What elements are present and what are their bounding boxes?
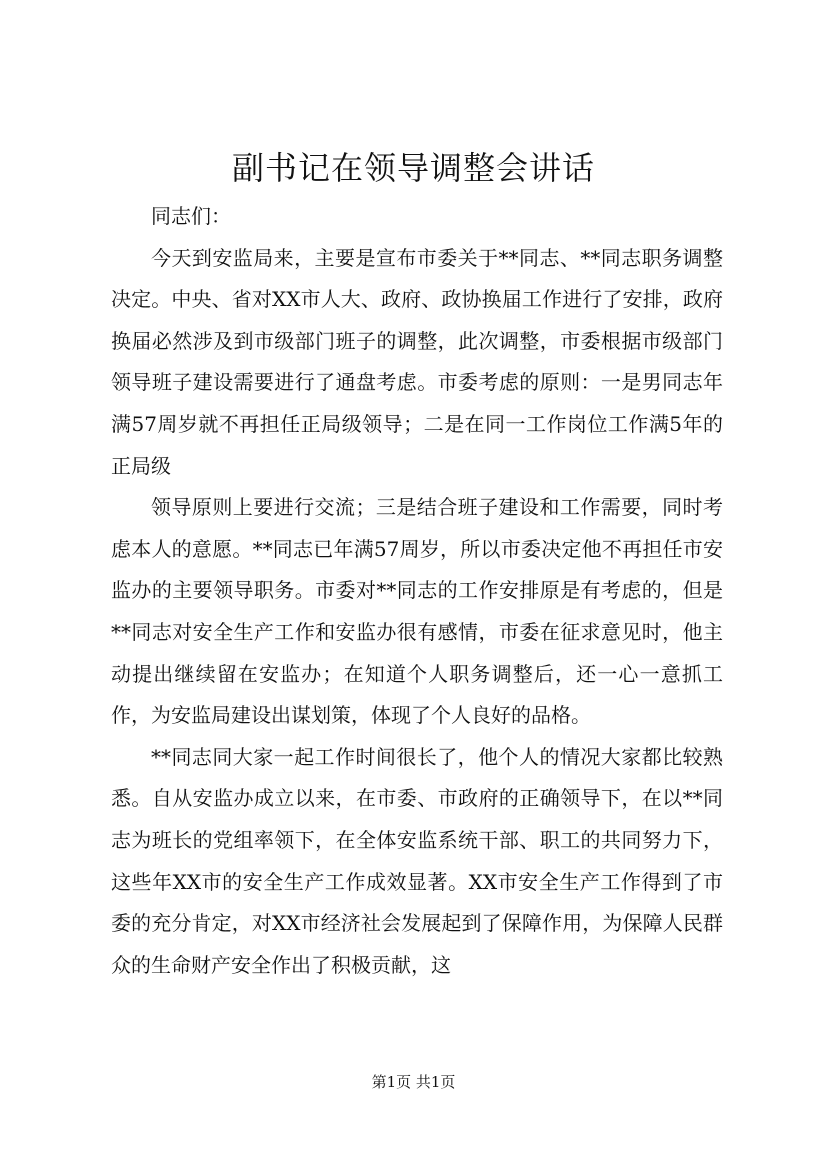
document-title: 副书记在领导调整会讲话 xyxy=(231,149,595,187)
paragraph-2: 领导原则上要进行交流；三是结合班子建设和工作需要，同时考虑本人的意愿。**同志已年满57周岁，所以市委决定他不再担任市安监办的主要领导职务。市委对**同志的工作安排原是有考虑的，但是**同志对安全生产工作和安监办很有感情，市委在征求意见时，他主动提出继续留在安监办；在知道个人职务调整后，还一心一意抓工作，为安监局建设出谋划策，体现了个人良好的品格。 xyxy=(111,495,723,728)
paragraph-salutation: 同志们： xyxy=(151,204,231,228)
document-body xyxy=(111,196,723,986)
paragraph-3: **同志同大家一起工作时间很长了，他个人的情况大家都比较熟悉。自从安监办成立以来，在市委、市政府的正确领导下，在以**同志为班长的党组率领下，在全体安监系统干部、职工的共同努力下，这些年XX市的安全生产工作成效显著。XX市安全生产工作得到了市委的充分肯定，对XX市经济社会发展起到了保障作用，为保障人民群众的生命财产安全作出了积极贡献，这 xyxy=(111,744,723,977)
paragraph-1: 今天到安监局来，主要是宣布市委关于**同志、**同志职务调整决定。中央、省对XX市人大、政府、政协换届工作进行了安排，政府换届必然涉及到市级部门班子的调整，此次调整，市委根据市级部门领导班子建设需要进行了通盘考虑。市委考虑的原则：一是男同志年满57周岁就不再担任正局级领导；二是在同一工作岗位工作满5年的正局级 xyxy=(111,245,723,478)
page-footer: 第1页 共1页 xyxy=(371,1073,456,1091)
